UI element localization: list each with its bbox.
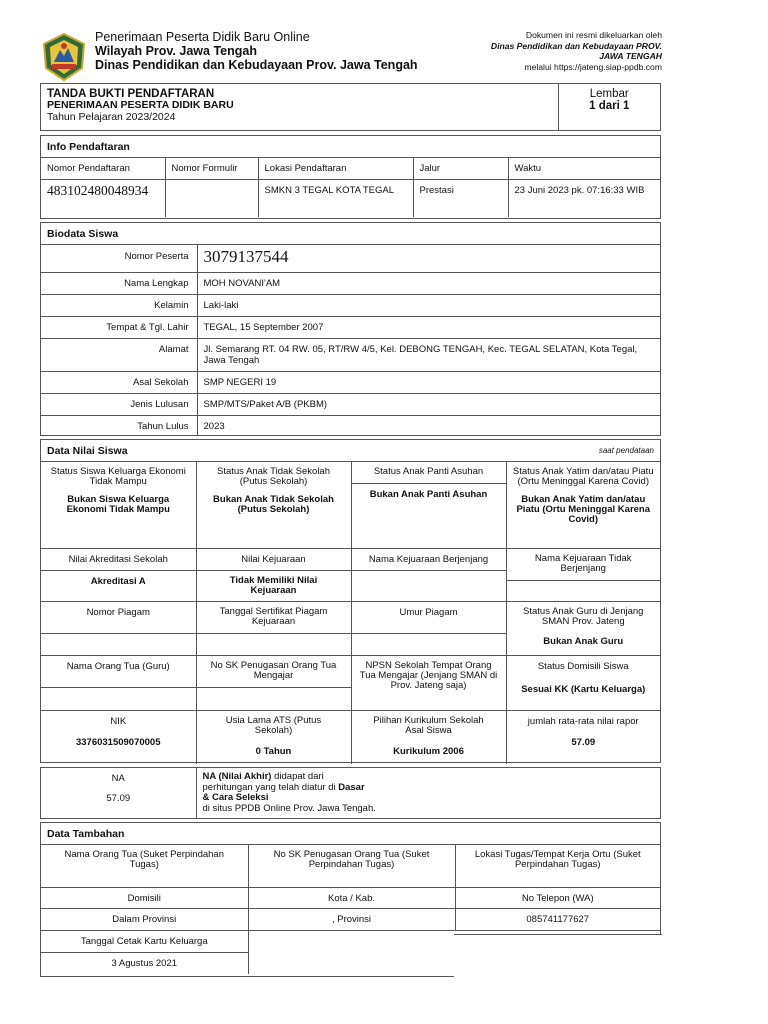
bio-label: Tempat & Tgl. Lahir xyxy=(41,316,197,338)
nomor-peserta: 3079137544 xyxy=(197,245,660,272)
data-nilai-section xyxy=(40,439,661,763)
section-title xyxy=(41,440,660,462)
tambahan-header: Nama Orang Tua (Suket Perpindahan Tugas) xyxy=(41,845,248,887)
header-right-2: Dinas Pendidikan dan Kebudayaan PROV. xyxy=(490,40,662,51)
nilai-cell xyxy=(351,710,506,764)
tambahan-label: Kota / Kab. xyxy=(248,887,455,908)
nilai-akhir-section xyxy=(40,767,661,819)
info-header: Jalur xyxy=(413,158,508,179)
alamat: Jl. Semarang RT. 04 RW. 05, RT/RW 4/5, Kel. DEBONG TENGAH, Kec. TEGAL SELATAN, Kota Tegal, Jawa Tengah xyxy=(197,338,660,371)
domisili-value: Dalam Provinsi xyxy=(41,908,248,930)
section-title: Biodata Siswa xyxy=(41,223,660,245)
nilai-value: Bukan Siswa Keluarga Ekonomi Tidak Mampu xyxy=(66,494,170,515)
doc-subtitle: PENERIMAAN PESERTA DIDIK BARU xyxy=(47,99,234,111)
lembar-value: 1 dari 1 xyxy=(589,100,630,112)
nilai-label: Nama Orang Tua (Guru) xyxy=(41,656,196,688)
section-note: saat pendataan xyxy=(598,446,654,455)
no-telepon-value: 085741177627 xyxy=(455,908,660,930)
nilai-cell xyxy=(351,462,506,548)
nilai-value: Akreditasi A xyxy=(90,575,146,587)
nilai-cell xyxy=(196,548,351,601)
section-title-text: Data Nilai Siswa xyxy=(47,445,128,457)
na-desc-bold: NA (Nilai Akhir) xyxy=(202,771,272,782)
nilai-cell xyxy=(506,462,660,548)
bio-label: Kelamin xyxy=(41,294,197,316)
nilai-label: Status Siswa Keluarga Ekonomi Tidak Mampu xyxy=(50,466,186,487)
info-header: Lokasi Pendaftaran xyxy=(258,158,413,179)
central-java-emblem xyxy=(40,32,88,82)
bio-label: Alamat xyxy=(41,338,197,371)
jenis-lulusan: SMP/MTS/Paket A/B (PKBM) xyxy=(197,393,660,415)
header-line-3: Dinas Pendidikan dan Kebudayaan Prov. Jawa Tengah xyxy=(95,58,418,72)
nilai-label: Status Anak Guru di Jenjang SMAN Prov. Jateng xyxy=(523,605,644,627)
jalur: Prestasi xyxy=(413,179,508,217)
nilai-label: Nomor Piagam xyxy=(41,602,196,634)
nilai-cell xyxy=(196,655,351,710)
section-title: Data Tambahan xyxy=(41,823,660,845)
bio-label: Jenis Lulusan xyxy=(41,393,197,415)
nomor-pendaftaran: 483102480048934 xyxy=(41,179,165,217)
nilai-label: Nilai Akreditasi Sekolah xyxy=(41,549,196,571)
blank-area xyxy=(454,934,662,978)
lembar-label: Lembar xyxy=(589,88,629,100)
nilai-cell xyxy=(41,462,196,548)
tambahan-label: Domisili xyxy=(41,887,248,908)
header-line-2: Wilayah Prov. Jawa Tengah xyxy=(95,44,257,58)
nilai-label: NIK xyxy=(110,715,127,727)
nilai-value: Bukan Anak Panti Asuhan xyxy=(369,489,488,500)
nilai-label: Status Anak Yatim dan/atau Piatu (Ortu Meninggal Karena Covid) xyxy=(512,466,654,487)
header-right-3: JAWA TENGAH xyxy=(599,51,662,61)
nilai-label: Status Domisili Siswa xyxy=(537,660,629,672)
nilai-cell xyxy=(196,601,351,655)
na-desc-bold-2: Dasar & Cara Seleksi xyxy=(202,781,365,803)
nilai-label: No SK Penugasan Orang Tua Mengajar xyxy=(197,656,351,688)
nilai-label: NPSN Sekolah Tempat Orang Tua Mengajar (Jenjang SMAN di Prov. Jateng saja) xyxy=(359,659,498,691)
nilai-value: 3376031509070005 xyxy=(75,736,161,748)
nilai-cell xyxy=(351,601,506,655)
na-label: NA xyxy=(111,773,125,784)
tambahan-header: No SK Penugasan Orang Tua (Suket Perpindahan Tugas) xyxy=(248,845,455,887)
nilai-cell xyxy=(196,462,351,548)
nilai-label: Umur Piagam xyxy=(352,602,506,634)
biodata-section xyxy=(40,222,661,436)
school-year: Tahun Pelajaran 2023/2024 xyxy=(47,111,176,123)
nilai-label: Status Anak Tidak Sekolah (Putus Sekolah) xyxy=(216,466,331,487)
tambahan-header: Lokasi Tugas/Tempat Kerja Ortu (Suket Perpindahan Tugas) xyxy=(455,845,660,887)
nilai-cell xyxy=(506,655,660,710)
nilai-cell xyxy=(196,710,351,764)
nilai-cell xyxy=(41,710,196,764)
empty-cell xyxy=(248,930,455,974)
nilai-cell xyxy=(506,601,660,655)
lokasi-pendaftaran: SMKN 3 TEGAL KOTA TEGAL xyxy=(258,179,413,217)
nilai-label: Nama Kejuaraan Tidak Berjenjang xyxy=(507,549,661,581)
nilai-value: 0 Tahun xyxy=(255,745,292,757)
nilai-cell xyxy=(351,655,506,710)
nilai-value: Kurikulum 2006 xyxy=(393,745,464,757)
info-header: Nomor Formulir xyxy=(165,158,258,179)
nilai-label: Nilai Kejuaraan xyxy=(197,549,351,571)
bio-label: Asal Sekolah xyxy=(41,371,197,393)
bio-label: Nama Lengkap xyxy=(41,272,197,294)
na-desc-2: di situs PPDB Online Prov. Jawa Tengah. xyxy=(202,802,376,814)
nilai-label: Pilihan Kurikulum Sekolah Asal Siswa xyxy=(373,714,484,736)
nilai-cell xyxy=(41,601,196,655)
bio-label: Nomor Peserta xyxy=(41,245,197,272)
header-right-4: melalui https://jateng.siap-ppdb.com xyxy=(524,61,662,72)
na-description xyxy=(196,768,660,818)
asal-sekolah: SMP NEGERI 19 xyxy=(197,371,660,393)
nomor-formulir xyxy=(165,179,258,217)
nilai-label: Usia Lama ATS (Putus Sekolah) xyxy=(225,714,322,736)
header-line-1: Penerimaan Peserta Didik Baru Online xyxy=(95,30,310,44)
tahun-lulus: 2023 xyxy=(197,415,660,435)
nilai-value: Sesuai KK (Kartu Keluarga) xyxy=(521,683,646,695)
bio-label: Tahun Lulus xyxy=(41,415,197,435)
nilai-value: Bukan Anak Tidak Sekolah (Putus Sekolah) xyxy=(213,494,334,515)
kelamin: Laki-laki xyxy=(197,294,660,316)
tambahan-label: No Telepon (WA) xyxy=(455,887,660,908)
nilai-cell xyxy=(506,710,660,764)
document-header xyxy=(40,28,662,84)
tambahan-label: Tanggal Cetak Kartu Keluarga xyxy=(41,930,248,952)
tempat-tgl-lahir: TEGAL, 15 September 2007 xyxy=(197,316,660,338)
nilai-cell xyxy=(351,548,506,601)
header-right-1: Dokumen ini resmi dikeluarkan oleh xyxy=(525,30,662,40)
info-header: Nomor Pendaftaran xyxy=(41,158,165,179)
na-value: 57.09 xyxy=(106,793,131,804)
na-desc-1: didapat dari perhitungan yang telah diatur di xyxy=(202,771,339,793)
nilai-cell xyxy=(41,548,196,601)
kota-kab-value: , Provinsi xyxy=(248,908,455,930)
info-header: Waktu xyxy=(508,158,660,179)
nilai-label: Status Anak Panti Asuhan xyxy=(352,462,506,484)
tanggal-cetak-kk: 3 Agustus 2021 xyxy=(41,952,248,974)
waktu: 23 Juni 2023 pk. 07:16:33 WIB xyxy=(508,179,660,217)
nilai-cell xyxy=(506,548,660,601)
section-title: Info Pendaftaran xyxy=(41,136,660,158)
nilai-label: Nama Kejuaraan Berjenjang xyxy=(352,549,506,571)
nilai-value: Bukan Anak Guru xyxy=(543,635,624,647)
nilai-cell xyxy=(41,655,196,710)
nilai-label: Tanggal Sertifikat Piagam Kejuaraan xyxy=(197,602,351,634)
nama-lengkap: MOH NOVANI'AM xyxy=(197,272,660,294)
nilai-value: 57.09 xyxy=(571,736,596,748)
doc-title: TANDA BUKTI PENDAFTARAN xyxy=(47,88,215,100)
nilai-value: Bukan Anak Yatim dan/atau Piatu (Ortu Meninggal Karena Covid) xyxy=(516,494,651,525)
na-cell xyxy=(41,768,196,818)
info-pendaftaran-section xyxy=(40,135,661,219)
title-box xyxy=(40,83,661,131)
nilai-value: Tidak Memiliki Nilai Kejuaraan xyxy=(229,574,318,596)
nilai-label: jumlah rata-rata nilai rapor xyxy=(527,715,639,727)
